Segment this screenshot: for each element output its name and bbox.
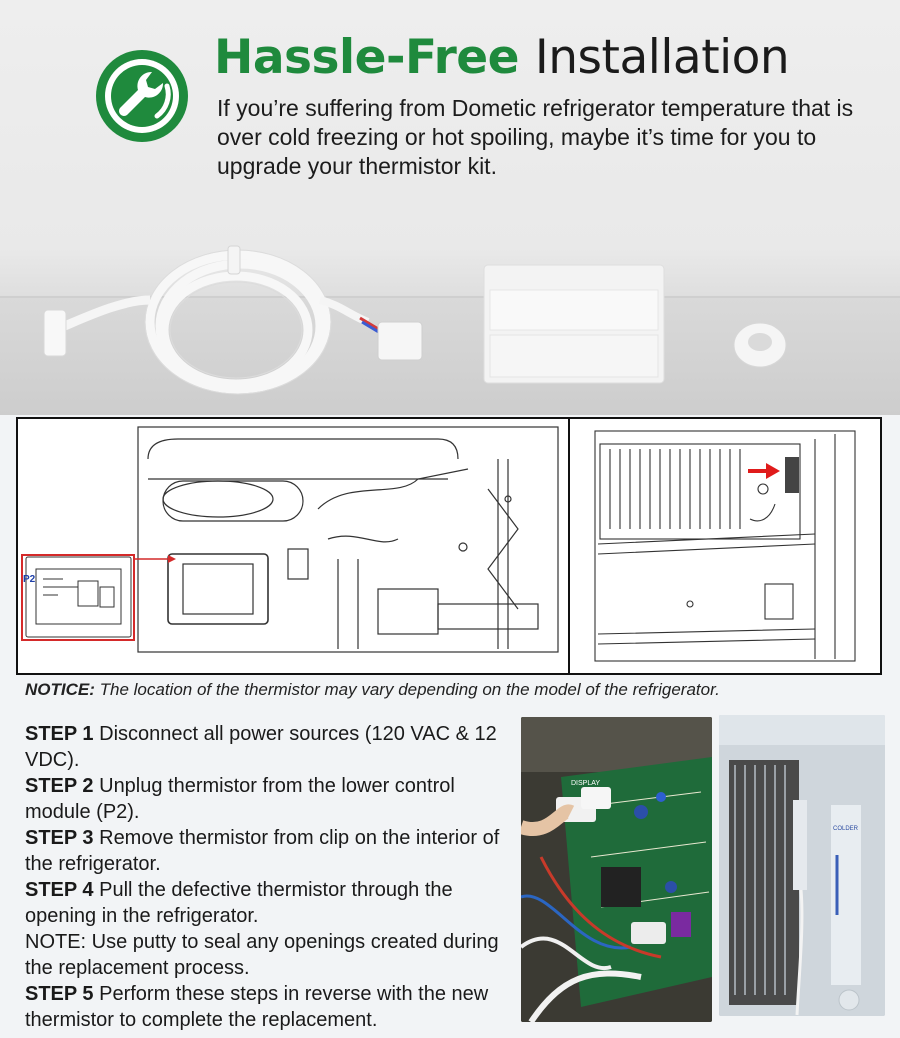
step-1-text: Disconnect all power sources (120 VAC & 12 VDC). bbox=[25, 723, 497, 771]
interior-view-diagram bbox=[570, 419, 880, 673]
step-note bbox=[25, 929, 505, 981]
board-label: DISPLAY bbox=[571, 780, 601, 787]
title-highlight: Hassle-Free bbox=[214, 30, 520, 85]
step-3 bbox=[25, 825, 505, 877]
step-1 bbox=[25, 721, 505, 773]
step-1-label: STEP 1 bbox=[25, 723, 94, 745]
notice-label: NOTICE: bbox=[25, 680, 95, 699]
connector-label: P2 bbox=[23, 574, 36, 585]
step-4-text: Pull the defective thermistor through the opening in the refrigerator. bbox=[25, 879, 453, 927]
intro-text: If you’re suffering from Dometic refrigerator temperature that is over cold freezing or hot spoiling, maybe it’s time for you to upgrade your thermistor kit. bbox=[217, 95, 854, 179]
step-5-text: Perform these steps in reverse with the new thermistor to complete the replacement. bbox=[25, 983, 489, 1031]
step-2-text: Unplug thermistor from the lower control module (P2). bbox=[25, 775, 455, 823]
step-3-text: Remove thermistor from clip on the interior of the refrigerator. bbox=[25, 827, 500, 875]
step-2 bbox=[25, 773, 505, 825]
step-4-label: STEP 4 bbox=[25, 879, 94, 901]
step-2-label: STEP 2 bbox=[25, 775, 94, 797]
fridge-label: COLDER bbox=[833, 826, 859, 832]
step-5-label: STEP 5 bbox=[25, 983, 94, 1005]
fridge-interior-photo bbox=[719, 715, 885, 1016]
wrench-icon bbox=[94, 48, 190, 144]
step-5 bbox=[25, 981, 505, 1033]
installation-diagram bbox=[16, 417, 882, 675]
control-board-photo bbox=[521, 717, 712, 1022]
steps-list bbox=[25, 721, 505, 1033]
title-rest: Installation bbox=[534, 30, 790, 85]
hero-banner bbox=[0, 0, 900, 415]
thermistor-kit-image bbox=[0, 230, 900, 415]
page-title bbox=[214, 30, 789, 86]
step-3-label: STEP 3 bbox=[25, 827, 94, 849]
notice-body: The location of the thermistor may vary depending on the model of the refrigerator. bbox=[99, 680, 720, 699]
step-note-text: NOTE: Use putty to seal any openings created during the replacement process. bbox=[25, 931, 499, 979]
step-4 bbox=[25, 877, 505, 929]
rear-view-diagram bbox=[18, 419, 568, 673]
notice-text bbox=[25, 680, 720, 700]
